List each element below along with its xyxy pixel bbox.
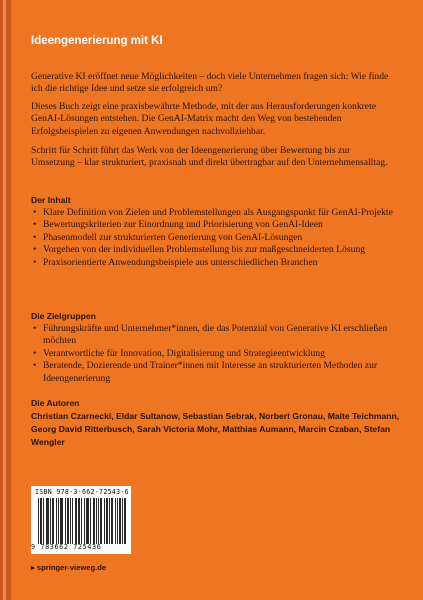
website-link[interactable]: ▸ springer-vieweg.de — [31, 563, 107, 572]
list-item-text: Phasenmodell zur strukturierten Generierung von GenAI-Lösungen — [43, 231, 303, 243]
barcode-bar — [78, 498, 79, 544]
barcode-bar — [125, 498, 126, 544]
list-item-text: Klare Definition von Zielen und Problemstellungen als Ausgangspunkt für GenAI-Projekte — [43, 207, 393, 218]
barcode-bar — [56, 498, 57, 544]
intro-paragraph-2: Dieses Buch zeigt eine praxisbewährte Methode, mit der aus Herausforderungen konkrete GenAI-Lösungen entstehen. Die GenAI-Matrix macht den Weg von bestehenden Erfolgsbeispielen zu eigenen Anwendungen nachvollziehbar. — [31, 101, 376, 137]
barcode-bar — [88, 498, 89, 544]
zielgruppen-list — [31, 323, 395, 385]
list-item: • Führungskräfte und Unternehmer*innen, die das Potenzial von Generative KI erschließen möchten — [33, 323, 388, 347]
barcode-bar — [79, 498, 80, 544]
list-item: • Verantwortliche für Innovation, Digitalisierung und Strategieentwicklung — [33, 347, 325, 359]
isbn-label: ISBN 978-3-662-72543-6 — [35, 488, 129, 496]
barcode-bar — [72, 498, 73, 544]
barcode-bar — [106, 498, 107, 544]
barcode-bar — [90, 498, 91, 544]
section-heading-autoren: Die Autoren — [31, 398, 80, 408]
barcode-bar — [111, 498, 112, 544]
barcode-bar — [119, 498, 120, 544]
barcode-bar — [120, 498, 121, 544]
barcode-bars — [38, 498, 126, 544]
barcode-bar — [81, 498, 82, 544]
barcode-bar — [70, 498, 71, 544]
barcode-bar — [87, 498, 88, 544]
barcode-bar — [124, 498, 125, 544]
list-item: • Klare Definition von Zielen und Problemstellungen als Ausgangspunkt für GenAI-Projekte — [33, 207, 393, 218]
barcode-bar — [117, 498, 118, 544]
barcode-bar — [122, 498, 123, 544]
list-item: • Praxisorientierte Anwendungsbeispiele aus unterschiedlichen Branchen — [33, 256, 318, 268]
intro-paragraph-3: Schritt für Schritt führt das Werk von der Ideengenerierung über Bewertung bis zur Umsetzung – klar strukturiert, praxisnah und direkt übertragbar auf den Unternehmensalltag. — [31, 145, 388, 169]
barcode-bar — [101, 498, 102, 544]
barcode-bar — [107, 498, 108, 544]
barcode-bar — [65, 498, 66, 544]
barcode-bar — [50, 498, 51, 544]
list-item: • Bewertungskriterien zur Einordnung und Priorisierung von GenAI-Ideen — [33, 219, 323, 231]
list-item-text: Beratende, Dozierende und Trainer*innen mit Interesse an strukturierten Methoden zur Ideengenerierung — [43, 360, 378, 384]
spine-edge — [0, 0, 11, 600]
barcode-bar — [98, 498, 99, 544]
barcode-bar — [38, 498, 39, 544]
barcode-bar — [46, 498, 47, 544]
barcode-bar — [96, 498, 97, 544]
section-heading-inhalt: Der Inhalt — [31, 195, 71, 205]
barcode-bar — [53, 498, 54, 544]
barcode-bar — [58, 498, 59, 544]
list-item: • Vorgehen von der individuellen Problemstellung bis zur maßgeschneiderten Lösung — [33, 244, 366, 256]
barcode-bar — [62, 498, 63, 544]
list-item-text: Verantwortliche für Innovation, Digitalisierung und Strategieentwicklung — [43, 347, 325, 359]
section-heading-zielgruppen: Die Zielgruppen — [31, 311, 96, 321]
isbn-barcode — [31, 486, 131, 554]
barcode-bar — [68, 498, 69, 544]
list-item-text: Führungskräfte und Unternehmer*innen, die das Potenzial von Generative KI erschließen möchten — [43, 323, 388, 347]
barcode-bar — [94, 498, 95, 544]
inhalt-list — [31, 207, 395, 269]
barcode-bar — [67, 498, 68, 544]
list-item: • Beratende, Dozierende und Trainer*innen mit Interesse an strukturierten Methoden zur Ideengenerierung — [33, 360, 378, 384]
barcode-bar — [93, 498, 94, 544]
barcode-bar — [43, 498, 44, 544]
list-item-text: Vorgehen von der individuellen Problemstellung bis zur maßgeschneiderten Lösung — [43, 244, 366, 256]
barcode-bar — [40, 498, 41, 544]
barcode-bar — [75, 498, 76, 544]
barcode-bar — [47, 498, 48, 544]
barcode-bar — [115, 498, 116, 544]
barcode-bar — [76, 498, 77, 544]
intro-paragraph-1: Generative KI eröffnet neue Möglichkeiten – doch viele Unternehmen fragen sich: Wie finde ich die richtige Idee und setze sie erfolgreich um? — [31, 71, 389, 95]
spine-stripe — [3, 0, 6, 600]
author-list: Christian Czarnecki, Eldar Sultanow, Sebastian Sebrak, Norbert Gronau, Malte Teichmann, Georg David Ritterbusch, Sarah Victoria Mohr, Matthias Aumann, Marcin Czaban, Stefan Wengler — [31, 411, 400, 448]
barcode-bar — [109, 498, 110, 544]
barcode-bar — [60, 498, 61, 544]
list-item-text: Praxisorientierte Anwendungsbeispiele aus unterschiedlichen Branchen — [43, 256, 318, 268]
list-item-text: Bewertungskriterien zur Einordnung und Priorisierung von GenAI-Ideen — [43, 219, 323, 231]
barcode-bar — [84, 498, 85, 544]
list-item: • Phasenmodell zur strukturierten Generierung von GenAI-Lösungen — [33, 231, 303, 243]
barcode-bar — [52, 498, 53, 544]
barcode-bar — [104, 498, 105, 544]
book-title: Ideengenerierung mit KI — [31, 35, 163, 47]
barcode-bar — [61, 498, 62, 544]
barcode-digits: 9 783662 725436 — [31, 543, 102, 551]
barcode-bar — [41, 498, 42, 544]
barcode-bar — [100, 498, 101, 544]
barcode-bar — [48, 498, 49, 544]
barcode-bar — [112, 498, 113, 544]
barcode-bar — [86, 498, 87, 544]
